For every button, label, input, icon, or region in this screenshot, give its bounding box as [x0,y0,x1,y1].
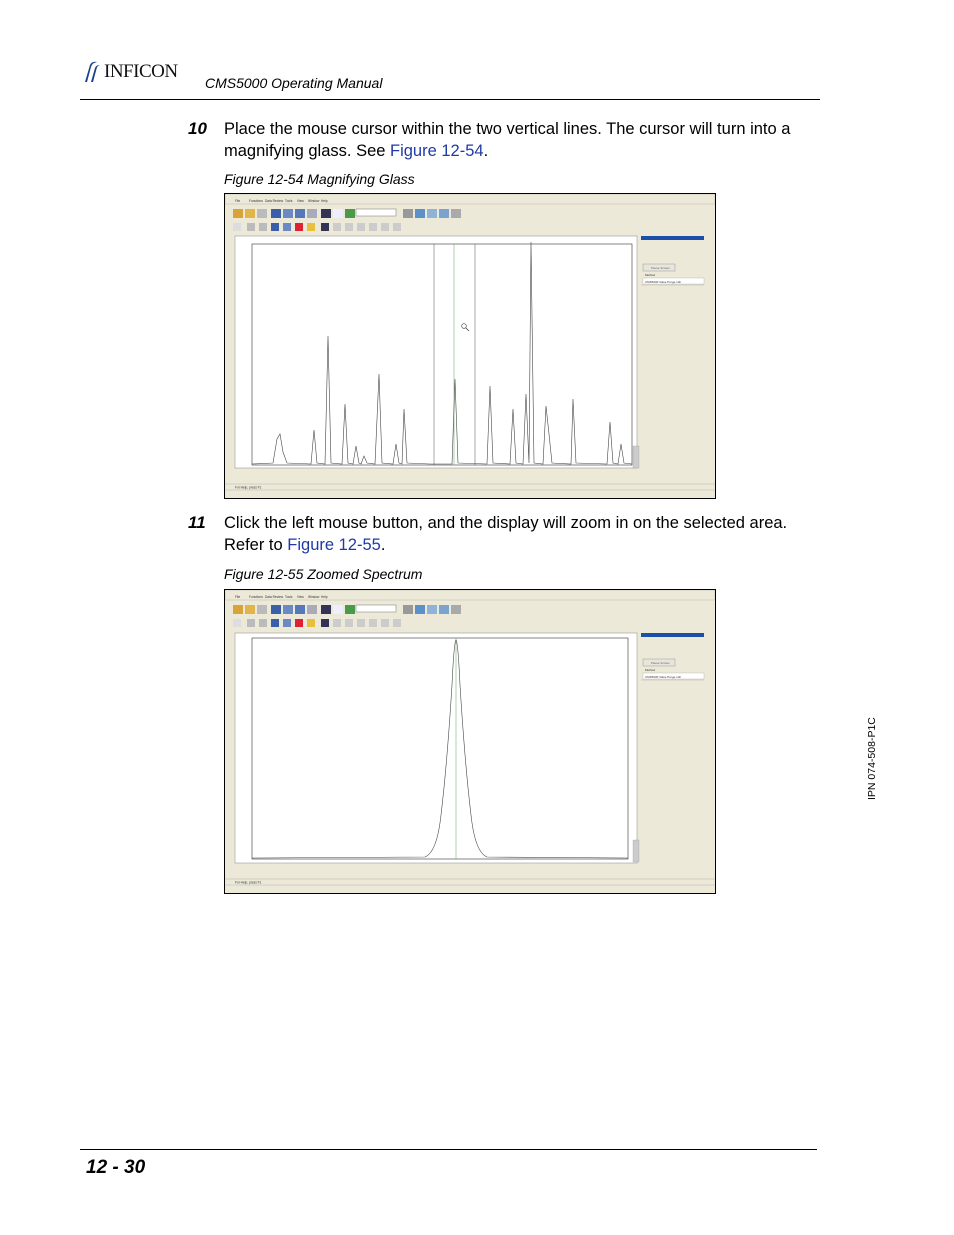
step-text-end: . [380,536,386,554]
svg-text:Pause Screen: Pause Screen [651,266,670,270]
inficon-logo-mark [82,60,104,84]
step-text-body: Click the left mouse button, and the display will zoom in on the selected area. Refer to [224,514,788,554]
step-text-end: . [483,142,489,160]
manual-title: CMS5000 Operating Manual [205,75,383,91]
figure-magnifying-glass [224,193,716,499]
svg-text:CMS5000 Valve Purge.mth: CMS5000 Valve Purge.mth [645,280,682,284]
step-number: 11 [188,513,206,532]
svg-text:FileFunctionsData ReviewToolsV: File Functions Data Review Tools View Window Help [235,595,328,599]
svg-text:For Help, press F1: For Help, press F1 [235,485,262,490]
brand-name: INFICON [104,61,178,82]
svg-text:CMS5000 Valve Purge.mth: CMS5000 Valve Purge.mth [645,675,682,679]
svg-text:Method: Method [645,668,656,672]
inficon-logo [82,60,202,84]
step-text-body: Place the mouse cursor within the two vertical lines. The cursor will turn into a magnifying glass. See [224,120,791,160]
step-text [224,512,824,556]
document-id: IPN 074-508-P1C [866,717,878,800]
step-text [224,118,824,162]
figure-caption: Figure 12-54 Magnifying Glass [224,171,415,187]
header-rule [80,99,820,100]
magnifying-glass-screenshot [225,194,715,498]
footer-rule [80,1149,817,1150]
figure-link[interactable]: Figure 12-55 [287,536,381,554]
step-number: 10 [188,119,207,138]
figure-link[interactable]: Figure 12-54 [390,142,484,160]
svg-text:Method: Method [645,273,656,277]
figure-caption: Figure 12-55 Zoomed Spectrum [224,566,423,582]
svg-text:Pause Screen: Pause Screen [651,661,670,665]
zoomed-spectrum-screenshot [225,590,715,893]
figure-zoomed-spectrum [224,589,716,894]
svg-text:FileFunctionsData ReviewToolsV: File Functions Data Review Tools View Window Help [235,199,328,203]
svg-text:For Help, press F1: For Help, press F1 [235,880,262,885]
page-number: 12 - 30 [86,1157,146,1178]
